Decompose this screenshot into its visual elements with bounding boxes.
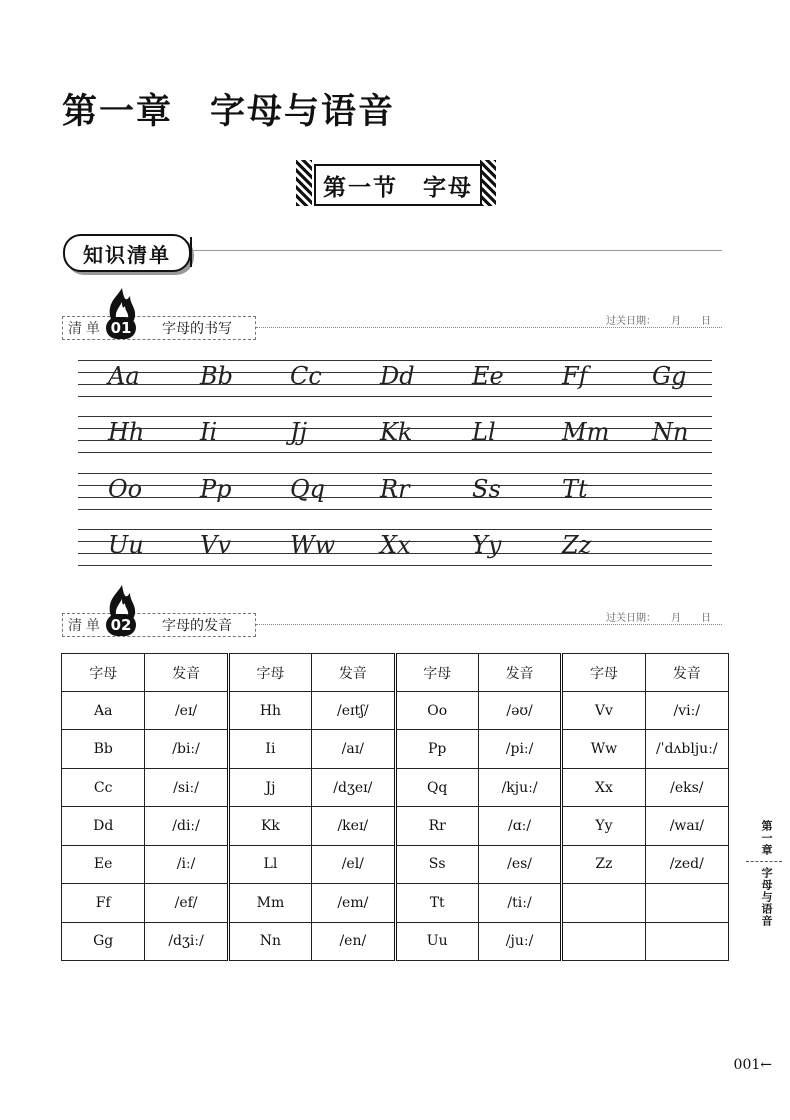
- table-row: [62, 807, 729, 845]
- handwritten-letter: Vv: [200, 531, 231, 559]
- phonetic-cell: /juː/: [478, 922, 561, 960]
- phonetic-cell: /ˈdʌbljuː/: [645, 730, 728, 768]
- phonetic-cell: /diː/: [145, 807, 228, 845]
- table-header-row: [62, 654, 729, 692]
- letter-cell: Oo: [395, 692, 478, 730]
- table-row: [62, 692, 729, 730]
- handwritten-letter: Uu: [108, 531, 144, 559]
- phonetic-cell: [645, 922, 728, 960]
- phonetic-cell: /iː/: [145, 845, 228, 883]
- letter-pronunciation-table: [61, 653, 729, 961]
- letter-cell: Rr: [395, 807, 478, 845]
- handwritten-letter: Ii: [200, 418, 218, 446]
- section-banner: [296, 160, 496, 208]
- list-02-header: [62, 613, 232, 637]
- writing-stave: [78, 473, 712, 511]
- table-row: [62, 884, 729, 922]
- handwritten-letter: Ss: [472, 475, 501, 503]
- list-01-title: 字母的书写: [162, 321, 232, 337]
- handwritten-letter: Hh: [108, 418, 145, 446]
- writing-stave: [78, 416, 712, 454]
- phonetic-cell: /en/: [312, 922, 395, 960]
- phonetic-cell: /el/: [312, 845, 395, 883]
- handwritten-letter: Cc: [290, 362, 322, 390]
- handwritten-letter: Zz: [562, 531, 592, 559]
- phonetic-cell: /biː/: [145, 730, 228, 768]
- phonetic-cell: /eks/: [645, 768, 728, 806]
- letter-cell: [562, 922, 645, 960]
- knowledge-list-label: 知识清单: [63, 234, 191, 272]
- letter-cell: Nn: [228, 922, 311, 960]
- phonetic-cell: /em/: [312, 884, 395, 922]
- letter-cell: Cc: [62, 768, 145, 806]
- letter-cell: Ee: [62, 845, 145, 883]
- list-01-number: 01: [106, 317, 136, 339]
- phonetic-cell: /siː/: [145, 768, 228, 806]
- table-header-cell: 字母: [228, 654, 311, 692]
- phonetic-cell: /əʊ/: [478, 692, 561, 730]
- handwritten-letter: Oo: [108, 475, 143, 503]
- side-tab-title: 字母与语音: [760, 867, 773, 927]
- handwritten-letter: Dd: [380, 362, 415, 390]
- stave-line: [78, 360, 712, 361]
- handwritten-letter: Xx: [380, 531, 411, 559]
- phonetic-cell: /tiː/: [478, 884, 561, 922]
- phonetic-cell: /es/: [478, 845, 561, 883]
- handwritten-letter: Ww: [290, 531, 336, 559]
- letter-cell: Kk: [228, 807, 311, 845]
- letter-cell: Gg: [62, 922, 145, 960]
- list-02-number: 02: [106, 614, 136, 636]
- phonetic-cell: /eɪtʃ/: [312, 692, 395, 730]
- handwritten-letter: Gg: [652, 362, 687, 390]
- handwritten-letter: Yy: [472, 531, 502, 559]
- banner-hatch-left: [296, 160, 312, 206]
- stave-line: [78, 565, 712, 566]
- list-02-qd: 清单: [68, 618, 104, 634]
- table-row: [62, 922, 729, 960]
- list-02-date: 过关日期： 月 日: [606, 613, 711, 624]
- list-02-dotted-rule: [256, 624, 722, 625]
- writing-stave: [78, 529, 712, 567]
- handwritten-letter: Ee: [472, 362, 504, 390]
- list-01-dotted-rule: [256, 327, 722, 328]
- handwritten-letter: Qq: [290, 475, 326, 503]
- phonetic-cell: [645, 884, 728, 922]
- table-header-cell: 发音: [145, 654, 228, 692]
- table-row: [62, 845, 729, 883]
- list-01-frame: [62, 316, 256, 340]
- letter-cell: Ii: [228, 730, 311, 768]
- letter-cell: Uu: [395, 922, 478, 960]
- table-header-cell: 发音: [478, 654, 561, 692]
- table-row: [62, 768, 729, 806]
- side-tab-separator: [746, 861, 782, 862]
- phonetic-cell: /dʒiː/: [145, 922, 228, 960]
- phonetic-cell: /piː/: [478, 730, 561, 768]
- phonetic-cell: /dʒeɪ/: [312, 768, 395, 806]
- side-chapter-tab: [732, 820, 790, 927]
- phonetic-cell: /keɪ/: [312, 807, 395, 845]
- stave-line: [78, 509, 712, 510]
- letter-cell: Yy: [562, 807, 645, 845]
- handwritten-letter: Tt: [562, 475, 588, 503]
- phonetic-cell: /viː/: [645, 692, 728, 730]
- phonetic-cell: /ef/: [145, 884, 228, 922]
- list-02-frame: [62, 613, 256, 637]
- knowledge-rule: [192, 250, 722, 251]
- letter-cell: Ll: [228, 845, 311, 883]
- handwritten-letter: Mm: [562, 418, 610, 446]
- letter-cell: Qq: [395, 768, 478, 806]
- phonetic-cell: /zed/: [645, 845, 728, 883]
- handwritten-letter: Aa: [108, 362, 140, 390]
- table-header-cell: 字母: [62, 654, 145, 692]
- table-header-cell: 字母: [562, 654, 645, 692]
- handwritten-letter: Ff: [562, 362, 588, 390]
- list-01-header: [62, 316, 232, 340]
- handwritten-letter: Nn: [652, 418, 689, 446]
- chapter-title: 第一章 字母与语音: [62, 92, 396, 132]
- phonetic-cell: /ɑː/: [478, 807, 561, 845]
- writing-stave: [78, 360, 712, 398]
- letter-cell: Pp: [395, 730, 478, 768]
- handwritten-letter: Kk: [380, 418, 413, 446]
- letter-cell: [562, 884, 645, 922]
- table-header-cell: 字母: [395, 654, 478, 692]
- letter-cell: Jj: [228, 768, 311, 806]
- page-number: 001←: [733, 1057, 772, 1073]
- letter-cell: Zz: [562, 845, 645, 883]
- table-header-cell: 发音: [645, 654, 728, 692]
- knowledge-rule-cap: [190, 237, 192, 267]
- phonetic-cell: /eɪ/: [145, 692, 228, 730]
- letter-cell: Dd: [62, 807, 145, 845]
- letter-cell: Bb: [62, 730, 145, 768]
- letter-cell: Ff: [62, 884, 145, 922]
- stave-line: [78, 473, 712, 474]
- stave-line: [78, 529, 712, 530]
- stave-line: [78, 416, 712, 417]
- letter-cell: Xx: [562, 768, 645, 806]
- letter-cell: Aa: [62, 692, 145, 730]
- handwritten-letter: Ll: [472, 418, 496, 446]
- phonetic-cell: /aɪ/: [312, 730, 395, 768]
- table-body: [62, 692, 729, 961]
- side-tab-chapter: 第一章: [760, 820, 773, 856]
- list-01-qd: 清单: [68, 321, 104, 337]
- handwritten-letter: Pp: [200, 475, 232, 503]
- phonetic-cell: /waɪ/: [645, 807, 728, 845]
- letter-cell: Mm: [228, 884, 311, 922]
- handwritten-letter: Rr: [380, 475, 410, 503]
- handwritten-letter: Jj: [290, 418, 308, 446]
- list-01-date: 过关日期： 月 日: [606, 316, 711, 327]
- letter-cell: Vv: [562, 692, 645, 730]
- table-row: [62, 730, 729, 768]
- list-02-title: 字母的发音: [162, 618, 232, 634]
- stave-line: [78, 396, 712, 397]
- letter-cell: Hh: [228, 692, 311, 730]
- letter-cell: Ww: [562, 730, 645, 768]
- letter-cell: Ss: [395, 845, 478, 883]
- phonetic-cell: /kjuː/: [478, 768, 561, 806]
- stave-line: [78, 452, 712, 453]
- banner-hatch-right: [480, 160, 496, 206]
- section-title: 第一节 字母: [314, 164, 482, 206]
- table-header-cell: 发音: [312, 654, 395, 692]
- letter-cell: Tt: [395, 884, 478, 922]
- handwritten-letter: Bb: [200, 362, 233, 390]
